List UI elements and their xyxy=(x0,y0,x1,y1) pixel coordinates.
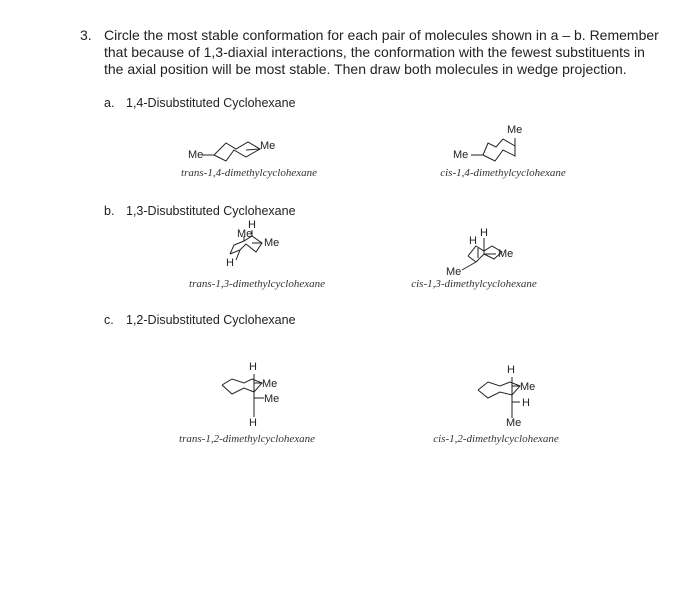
c-left-caption: trans-1,2-dimethylcyclohexane xyxy=(179,433,315,445)
b-right-label-h-mid: H xyxy=(469,235,477,247)
c-left-label-me-1: Me xyxy=(262,378,278,390)
b-left-label-h-top: H xyxy=(248,219,256,231)
chair-cis-1-4 xyxy=(471,138,515,161)
a-left-caption: trans-1,4-dimethylcyclohexane xyxy=(181,167,317,179)
section-c-letter: c. xyxy=(104,313,114,327)
section-c-title: 1,2-Disubstituted Cyclohexane xyxy=(126,313,296,327)
a-left-label-1: Me xyxy=(260,140,276,152)
chair-cis-1-2 xyxy=(478,377,520,418)
c-left-label-me-2: Me xyxy=(264,393,280,405)
chair-cis-1-3 xyxy=(462,235,502,270)
c-left-label-h-bottom: H xyxy=(249,417,257,429)
c-right-label-me: Me xyxy=(520,381,536,393)
b-right-label-me-equatorial: Me xyxy=(498,248,514,260)
b-right-label-h-top: H xyxy=(480,227,488,239)
c-left-label-h-top: H xyxy=(249,361,257,373)
b-left-label-h-bottom: H xyxy=(226,257,234,269)
a-right-label-2: Me xyxy=(453,149,469,161)
b-right-label-me-axial: Me xyxy=(446,266,462,278)
question-text: Circle the most stable conformation for each pair of molecules shown in a – b. Remember that because of 1,3-diaxial interactions, the conformation with the fewest substituents in the axial position will be most stable. Then draw both molecules in wedge projection. xyxy=(104,27,659,77)
chair-trans-1-2 xyxy=(222,374,264,417)
a-right-caption: cis-1,4-dimethylcyclohexane xyxy=(440,167,566,179)
section-b-letter: b. xyxy=(104,204,115,218)
question-number: 3. xyxy=(80,27,92,43)
c-right-caption: cis-1,2-dimethylcyclohexane xyxy=(433,433,559,445)
b-left-label-me-equatorial: Me xyxy=(264,237,280,249)
section-a-letter: a. xyxy=(104,96,115,110)
c-right-label-h-mid: H xyxy=(522,397,530,409)
section-b-title: 1,3-Disubstituted Cyclohexane xyxy=(126,204,296,218)
a-left-label-2: Me xyxy=(188,149,204,161)
b-left-caption: trans-1,3-dimethylcyclohexane xyxy=(189,278,325,290)
b-left-label-me-axial: Me xyxy=(237,228,253,240)
c-right-label-me-bottom: Me xyxy=(506,417,522,429)
section-a-title: 1,4-Disubstituted Cyclohexane xyxy=(126,96,296,110)
b-right-caption: cis-1,3-dimethylcyclohexane xyxy=(411,278,537,290)
chair-trans-1-4 xyxy=(202,142,260,161)
a-right-label-1: Me xyxy=(507,124,523,136)
c-right-label-h-top: H xyxy=(507,364,515,376)
